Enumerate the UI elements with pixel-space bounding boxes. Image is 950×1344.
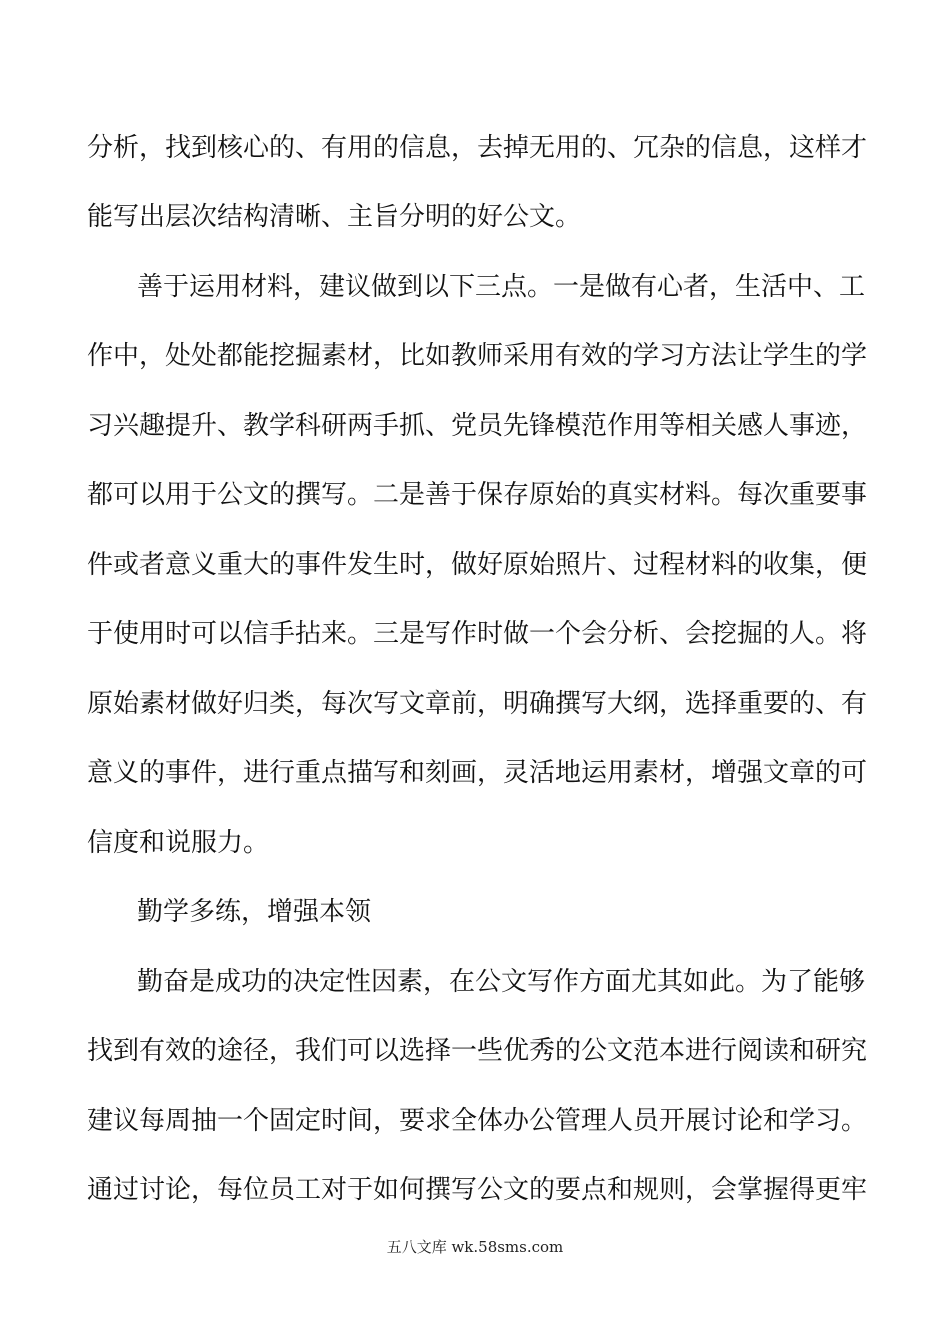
paragraph-line: 分析，找到核心的、有用的信息，去掉无用的、冗杂的信息，这样才 — [87, 133, 867, 163]
paragraph-line: 勤奋是成功的决定性因素，在公文写作方面尤其如此。为了能够 — [137, 967, 866, 997]
paragraph-line: 善于运用材料，建议做到以下三点。一是做有心者，生活中、工 — [137, 272, 866, 302]
paragraph-line: 作中，处处都能挖掘素材，比如教师采用有效的学习方法让学生的学 — [87, 341, 867, 371]
paragraph-line: 意义的事件，进行重点描写和刻画，灵活地运用素材，增强文章的可 — [87, 758, 867, 788]
section-heading: 勤学多练，增强本领 — [137, 897, 372, 927]
paragraph-line: 件或者意义重大的事件发生时，做好原始照片、过程材料的收集，便 — [87, 550, 867, 580]
paragraph-line: 信度和说服力。 — [87, 828, 270, 858]
paragraph-line: 通过讨论，每位员工对于如何撰写公文的要点和规则，会掌握得更牢 — [87, 1175, 867, 1205]
paragraph-line: 原始素材做好归类，每次写文章前，明确撰写大纲，选择重要的、有 — [87, 689, 867, 719]
paragraph-line: 能写出层次结构清晰、主旨分明的好公文。 — [87, 202, 582, 232]
paragraph-line: 找到有效的途径，我们可以选择一些优秀的公文范本进行阅读和研究 — [87, 1036, 867, 1066]
page-footer: 五八文库 wk.58sms.com — [386, 1238, 564, 1256]
paragraph-line: 建议每周抽一个固定时间，要求全体办公管理人员开展讨论和学习。 — [87, 1106, 867, 1136]
paragraph-line: 习兴趣提升、教学科研两手抓、党员先锋模范作用等相关感人事迹， — [87, 411, 867, 441]
paragraph-line: 都可以用于公文的撰写。二是善于保存原始的真实材料。每次重要事 — [87, 480, 867, 510]
paragraph-line: 于使用时可以信手拈来。三是写作时做一个会分析、会挖掘的人。将 — [87, 619, 867, 649]
